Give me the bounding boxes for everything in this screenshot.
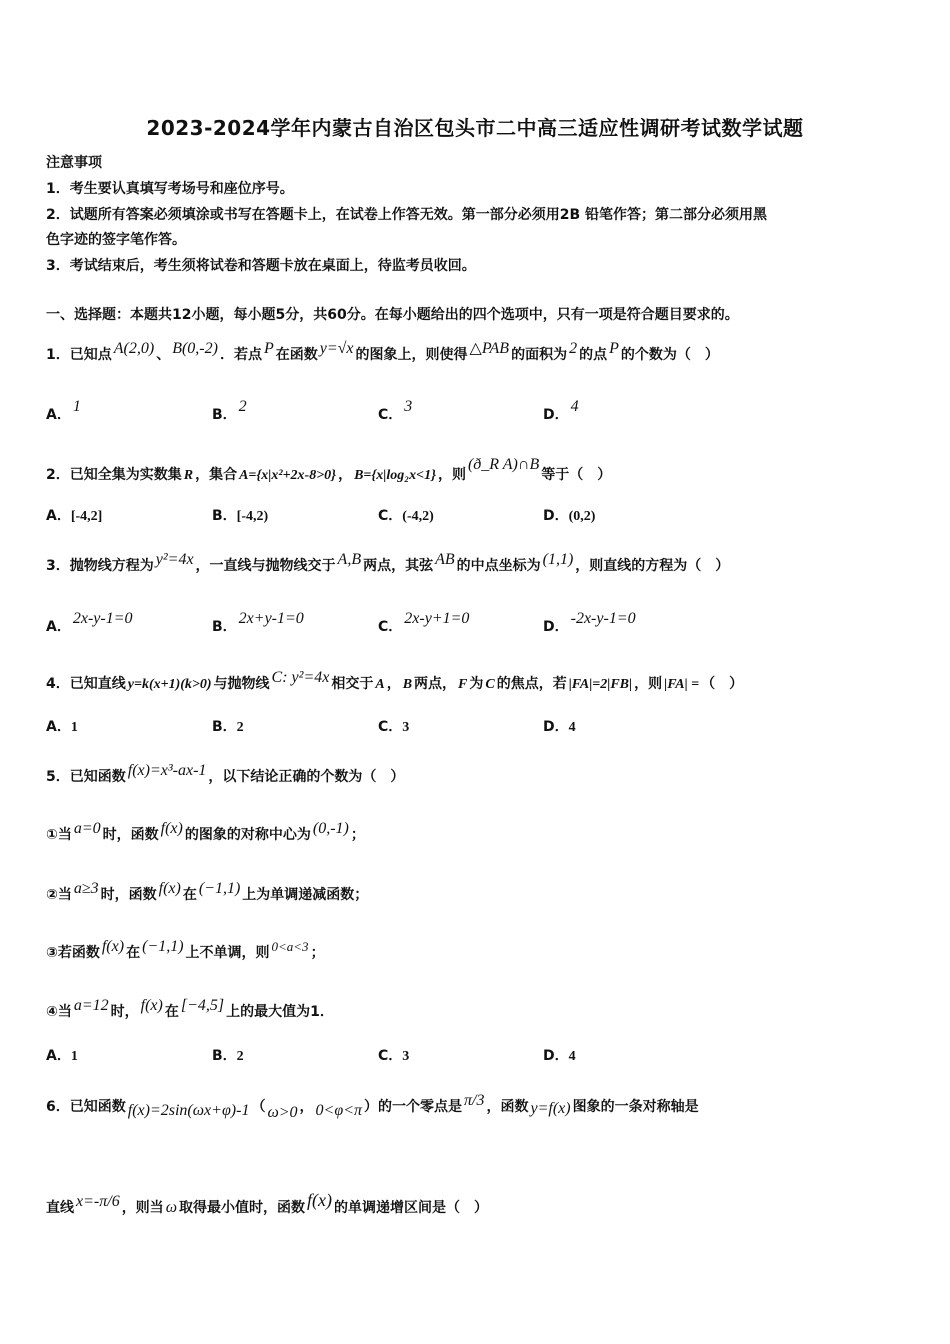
q4-text: 为 (469, 676, 484, 692)
q1-math: A(2,0) (113, 340, 155, 357)
q4-math: C (485, 677, 495, 692)
q6-text: 图象的一条对称轴是 (572, 1099, 699, 1115)
page-title: 2023-2024学年内蒙古自治区包头市二中高三适应性调研考试数学试题 (146, 116, 804, 140)
q1-text: ．若点 (219, 347, 262, 363)
q6-math: f(x)=2sin(ωx+φ)-1 (127, 1102, 250, 1119)
q1-text: 的面积为 (511, 347, 568, 363)
q6-math: π/3 (464, 1092, 485, 1109)
q2-option-d[interactable]: D．(0,2) (543, 508, 596, 524)
q6-text: （ (251, 1099, 266, 1115)
q6-text: 取得最小值时，函数 (178, 1200, 305, 1216)
q1-text: 的个数为（ ） (620, 347, 719, 363)
q5-math: f(x)=x³-ax-1 (127, 762, 207, 779)
q6-text: 的单调递增区间是（ ） (333, 1200, 488, 1216)
q1-math: y=√x (319, 340, 354, 357)
q2-math: A={x|x²+2x-8>0} (239, 468, 337, 483)
question-3 (46, 551, 729, 575)
q4-math: F (458, 677, 468, 692)
q5-option-b[interactable]: B．2 (212, 1048, 244, 1064)
notice-item: 2．试题所有答案必须填涂或书写在答题卡上，在试卷上作答无效。第一部分必须用2B 铅笔作答；第二部分必须用黑 (46, 207, 768, 223)
q4-text: 4．已知直线 (46, 676, 126, 692)
q1-option-c[interactable]: C． 3 (378, 398, 413, 423)
q4-text: 相交于 (331, 676, 374, 692)
question-2 (46, 456, 611, 484)
q5-text: ，以下结论正确的个数为（ ） (208, 769, 405, 785)
q2-text: ，集合 (195, 467, 238, 483)
q2-text: 2．已知全集为实数集 (46, 467, 182, 483)
q4-text: ， (386, 676, 401, 692)
q6-math: ω>0 (267, 1104, 298, 1121)
q4-option-b[interactable]: B．2 (212, 719, 244, 735)
q3-option-a[interactable]: A． 2x-y-1=0 (46, 610, 133, 635)
q4-math: |FA| = (664, 677, 700, 692)
q5-statement-3: ③若函数 f(x) 在 (−1,1) 上不单调，则 0<a<3 ； (46, 938, 325, 961)
q2-math: (ð_R A)∩B (467, 456, 540, 473)
q1-text: 1．已知点 (46, 347, 112, 363)
q6-math: y=f(x) (530, 1100, 571, 1117)
q2-text: ， (338, 467, 353, 483)
q4-math: y=k(x+1)(k>0) (127, 677, 212, 692)
q4-option-d[interactable]: D．4 (543, 719, 576, 735)
q6-math: x=-π/6 (76, 1193, 120, 1210)
q1-text: 的图象上，则使得 (355, 347, 468, 363)
q4-text: ，则 (634, 676, 663, 692)
q4-math: A (375, 677, 385, 692)
q4-option-a[interactable]: A．1 (46, 719, 78, 735)
q1-math: P (263, 340, 274, 357)
q4-text: （ ） (701, 676, 744, 692)
question-1 (46, 338, 719, 364)
q1-text: 的点 (579, 347, 608, 363)
q6-text: ）的一个零点是 (364, 1099, 463, 1115)
q3-text: ，则直线的方程为（ ） (575, 558, 730, 574)
q1-option-d[interactable]: D． 4 (543, 398, 579, 423)
section-heading: 一、选择题：本题共12小题，每小题5分，共60分。在每小题给出的四个选项中，只有一项是符合题目要求的。 (46, 307, 739, 323)
q5-option-c[interactable]: C．3 (378, 1048, 410, 1064)
notice-item: 色字迹的签字笔作答。 (46, 232, 186, 248)
q3-option-b[interactable]: B． 2x+y-1=0 (212, 610, 304, 635)
q3-text: 两点，其弦 (363, 558, 434, 574)
q1-math: P (609, 340, 619, 357)
q6-math: 0<φ<π (315, 1102, 363, 1119)
notice-item: 1．考生要认真填写考场号和座位序号。 (46, 181, 294, 197)
q1-math: B(0,-2) (172, 340, 218, 357)
q4-math: |FA|=2|FB| (568, 677, 633, 692)
q5-statement-1: ①当 a=0 时，函数 f(x) 的图象的对称中心为 (0,-1) ； (46, 820, 365, 843)
q5-statement-4: ④当 a=12 时， f(x) 在 [−4,5] 上的最大值为1． (46, 997, 334, 1020)
q3-text: ，一直线与抛物线交于 (195, 558, 336, 574)
q1-option-b[interactable]: B． 2 (212, 398, 247, 423)
q4-option-c[interactable]: C．3 (378, 719, 410, 735)
q2-math: R (183, 468, 194, 483)
q3-math: AB (435, 551, 455, 568)
q6-text: ，则当 (121, 1200, 164, 1216)
notice-heading: 注意事项 (46, 155, 102, 171)
q1-text: 在函数 (275, 347, 318, 363)
question-4 (46, 669, 743, 693)
question-5 (46, 762, 404, 786)
question-6 (46, 1092, 699, 1122)
notice-item: 3．考试结束后，考生须将试卷和答题卡放在桌面上，待监考员收回。 (46, 258, 476, 274)
q5-text: 5．已知函数 (46, 769, 126, 785)
q6-text: 直线 (46, 1200, 74, 1216)
q3-option-c[interactable]: C． 2x-y+1=0 (378, 610, 470, 635)
q2-math: B={x|log₂x<1} (354, 468, 436, 483)
q4-text: 与抛物线 (213, 676, 270, 692)
q6-math: ω (165, 1199, 177, 1216)
q4-math: B (402, 677, 413, 692)
q5-option-d[interactable]: D．4 (543, 1048, 576, 1064)
q3-math: A,B (337, 551, 362, 568)
q2-text: ，则 (437, 467, 466, 483)
q2-option-a[interactable]: A．[-4,2] (46, 508, 103, 524)
q4-text: 的焦点，若 (496, 676, 567, 692)
q6-text: 6．已知函数 (46, 1099, 126, 1115)
q5-statement-2: ②当 a≥3 时，函数 f(x) 在 (−1,1) 上为单调递减函数； (46, 880, 369, 903)
q3-text: 的中点坐标为 (456, 558, 541, 574)
q6-text: ， (299, 1099, 314, 1115)
q1-option-a[interactable]: A． 1 (46, 398, 81, 423)
q1-math: △PAB (469, 340, 510, 357)
q4-math: C: y²=4x (271, 669, 330, 686)
q3-option-d[interactable]: D． -2x-y-1=0 (543, 610, 636, 635)
q3-math: (1,1) (542, 551, 574, 568)
q5-option-a[interactable]: A．1 (46, 1048, 78, 1064)
q6-text: ，函数 (486, 1099, 529, 1115)
q6-math: f(x) (306, 1190, 332, 1210)
question-6-continued (46, 1190, 488, 1217)
q4-text: 两点， (414, 676, 457, 692)
q3-math: y²=4x (155, 551, 194, 568)
q2-option-b[interactable]: B．[-4,2) (212, 508, 269, 524)
q2-option-c[interactable]: C．(-4,2) (378, 508, 434, 524)
q3-text: 3．抛物线方程为 (46, 558, 154, 574)
q1-math: 2 (569, 340, 578, 357)
q1-text: 、 (156, 347, 171, 363)
q2-text: 等于（ ） (541, 467, 612, 483)
